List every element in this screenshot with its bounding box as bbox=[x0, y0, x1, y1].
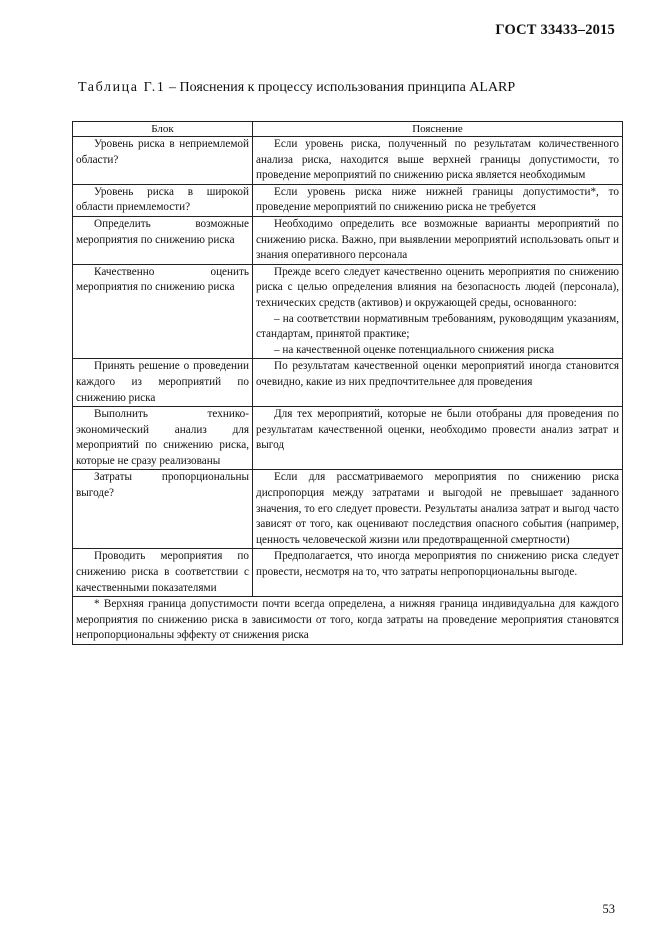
table-title-text: – Пояснения к процессу использования принципа ALARP bbox=[165, 80, 516, 95]
table-row bbox=[73, 470, 623, 549]
block-cell: Определить возможные мероприятия по снижению риска bbox=[73, 216, 253, 264]
block-cell: Затраты пропорциональны выгоде? bbox=[73, 470, 253, 549]
block-cell: Выполнить технико-экономический анализ для мероприятий по снижению риска, которые не сразу реализованы bbox=[73, 407, 253, 470]
block-cell: Проводить мероприятия по снижению риска в соответствии с качественными показателями bbox=[73, 549, 253, 597]
page-number: 53 bbox=[602, 902, 615, 916]
footnote-row bbox=[73, 597, 623, 645]
block-cell: Качественно оценить мероприятия по снижению риска bbox=[73, 264, 253, 359]
document-standard-code: ГОСТ 33433–2015 bbox=[495, 22, 615, 38]
explanation-cell: Прежде всего следует качественно оценить мероприятия по снижению риска с целью определения влияния на безопасность людей (персонала), технических средств (активов) и окружающей среды, основанного: – на соответствии нормативным требованиям, руководящим указаниям, стандартам, принятой практике; – на качественной оценке потенциального снижения риска bbox=[253, 264, 623, 359]
explanation-cell: Если уровень риска ниже нижней границы допустимости*, то проведение мероприятий по снижению риска не требуется bbox=[253, 184, 623, 216]
explanation-cell: Для тех мероприятий, которые не были отобраны для проведения по результатам качественной оценки, необходимо провести анализ затрат и выгод bbox=[253, 407, 623, 470]
explanation-cell: Если для рассматриваемого мероприятия по снижению риска диспропорция между затратами и выгодой не превышает заданного значения, то его следует провести. Результаты анализа затрат и выгод часто зависят от того, как оценивают последствия опасного события (например, ценность человеческой жизни или предотвращенной смертности) bbox=[253, 470, 623, 549]
explanation-cell: Необходимо определить все возможные варианты мероприятий по снижению риска. Важно, при выявлении мероприятий использовать опыт и знания оперативного персонала bbox=[253, 216, 623, 264]
block-cell: Уровень риска в широкой области приемлемости? bbox=[73, 184, 253, 216]
table-footnote: * Верхняя граница допустимости почти всегда определена, а нижняя граница индивидуальна для каждого мероприятия по снижению риска в зависимости от того, когда затраты на проведение мероприятия становятся непропорциональны эффекту от снижения риска bbox=[73, 597, 623, 645]
table-header-row bbox=[73, 122, 623, 137]
list-item: – на соответствии нормативным требованиям, руководящим указаниям, стандартам, принятой практике; bbox=[256, 312, 619, 341]
table-row bbox=[73, 264, 623, 359]
table-row bbox=[73, 216, 623, 264]
table-title-label: Таблица Г.1 bbox=[78, 80, 166, 95]
table-row bbox=[73, 407, 623, 470]
table-row bbox=[73, 549, 623, 597]
column-header-explanation: Пояснение bbox=[253, 122, 623, 137]
table-row bbox=[73, 359, 623, 407]
explanation-cell: Предполагается, что иногда мероприятия по снижению риска следует провести, несмотря на то, что затраты непропорциональны выгоде. bbox=[253, 549, 623, 597]
table-row bbox=[73, 137, 623, 185]
explanation-cell: По результатам качественной оценки мероприятий иногда становится очевидно, какие из них предпочтительнее для проведения bbox=[253, 359, 623, 407]
table-row bbox=[73, 184, 623, 216]
block-cell: Принять решение о проведении каждого из мероприятий по снижению риска bbox=[73, 359, 253, 407]
list-item: – на качественной оценке потенциального снижения риска bbox=[274, 343, 555, 356]
table-title bbox=[78, 80, 515, 96]
column-header-block: Блок bbox=[73, 122, 253, 137]
explanation-cell: Если уровень риска, полученный по результатам количественного анализа риска, находится выше верхней границы допустимости, то проведение мероприятий по снижению риска является необходимым bbox=[253, 137, 623, 185]
alarp-table bbox=[72, 121, 623, 645]
block-cell: Уровень риска в неприемлемой области? bbox=[73, 137, 253, 185]
